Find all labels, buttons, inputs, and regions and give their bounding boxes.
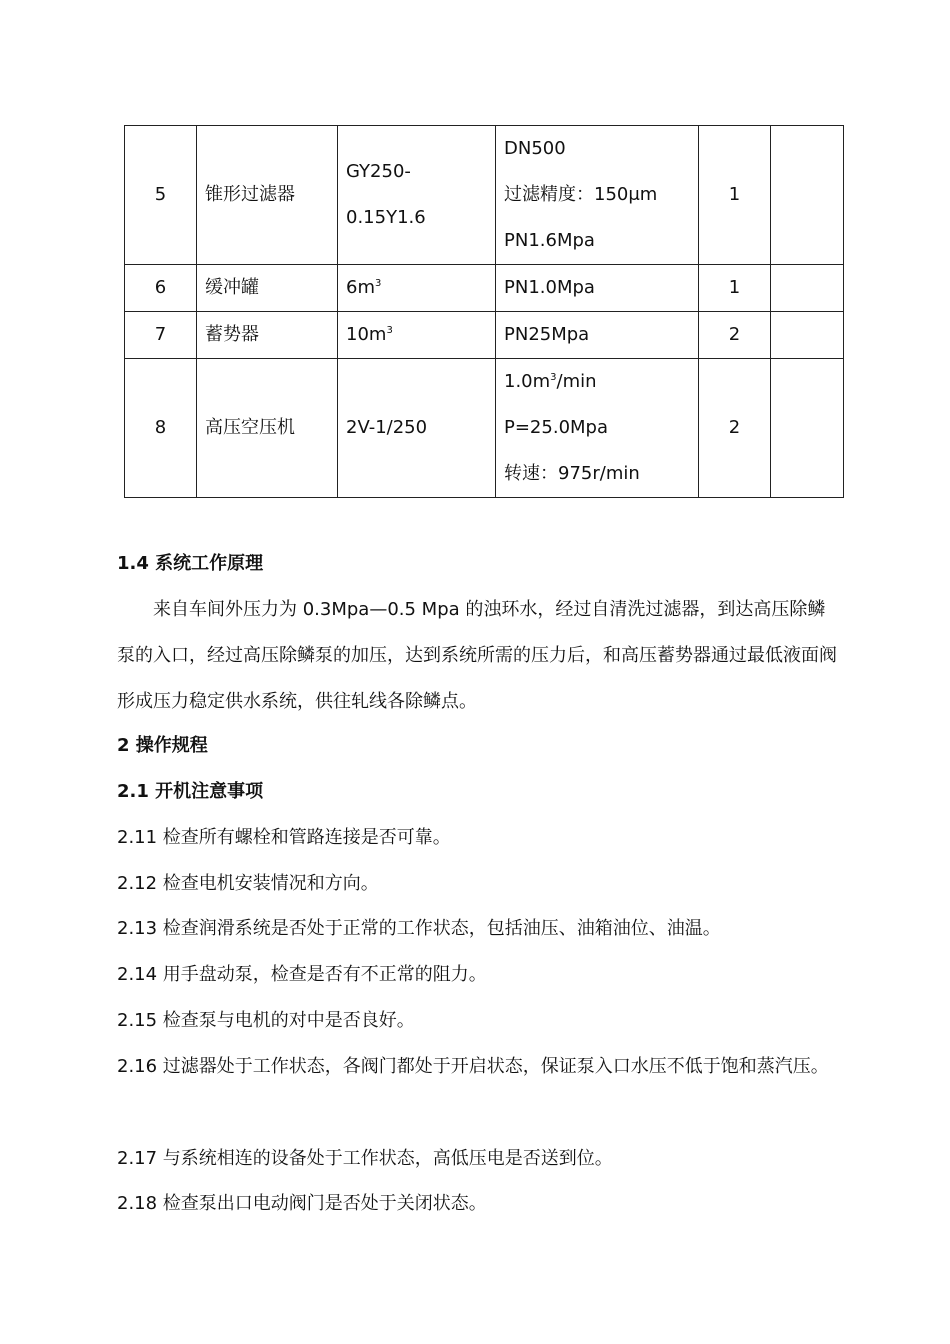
equipment-note (771, 312, 844, 359)
equipment-spec: PN25Mpa (496, 312, 699, 359)
equipment-quantity: 1 (699, 126, 771, 265)
equipment-table (124, 125, 844, 498)
table-row (125, 359, 844, 498)
equipment-name: 锥形过滤器 (197, 126, 338, 265)
equipment-quantity: 2 (699, 359, 771, 498)
list-item: 2.17 与系统相连的设备处于工作状态，高低压电是否送到位。 (117, 1148, 613, 1169)
equipment-note (771, 265, 844, 312)
section-heading-1-4: 1.4 系统工作原理 (117, 553, 264, 574)
equipment-name: 蓄势器 (197, 312, 338, 359)
equipment-model: $10m^3$ (338, 312, 496, 359)
equipment-model: 2V-1/250 (338, 359, 496, 498)
row-number: 8 (125, 359, 197, 498)
equipment-quantity: 2 (699, 312, 771, 359)
section-heading-2-1: 2.1 开机注意事项 (117, 781, 264, 802)
list-item: 2.13 检查润滑系统是否处于正常的工作状态，包括油压、油箱油位、油温。 (117, 918, 721, 939)
equipment-spec: PN1.0Mpa (496, 265, 699, 312)
table-row (125, 126, 844, 265)
table-row (125, 312, 844, 359)
list-item: 2.18 检查泵出口电动阀门是否处于关闭状态。 (117, 1193, 487, 1214)
list-item: 2.15 检查泵与电机的对中是否良好。 (117, 1010, 415, 1031)
list-item: 2.11 检查所有螺栓和管路连接是否可靠。 (117, 827, 451, 848)
row-number: 5 (125, 126, 197, 265)
equipment-name: 缓冲罐 (197, 265, 338, 312)
section-heading-2: 2 操作规程 (117, 735, 208, 756)
section-1-4-paragraph: 来自车间外压力为 0.3Mpa—0.5 Mpa 的浊环水，经过自清洗过滤器，到达高压除鳞泵的入口，经过高压除鳞泵的加压，达到系统所需的压力后，和高压蓄势器通过最低液面阀形成压力稳定供水系统，供往轧线各除鳞点。 (117, 599, 837, 712)
equipment-note (771, 359, 844, 498)
equipment-model: GY250- 0.15Y1.6 (338, 126, 496, 265)
table-row (125, 265, 844, 312)
equipment-name: 高压空压机 (197, 359, 338, 498)
equipment-model: $6m^3$ (338, 265, 496, 312)
row-number: 6 (125, 265, 197, 312)
equipment-spec: DN500 过滤精度：150μm PN1.6Mpa (496, 126, 699, 265)
list-item: 2.12 检查电机安装情况和方向。 (117, 873, 379, 894)
equipment-quantity: 1 (699, 265, 771, 312)
list-item: 2.14 用手盘动泵，检查是否有不正常的阻力。 (117, 964, 487, 985)
row-number: 7 (125, 312, 197, 359)
list-item: 2.16 过滤器处于工作状态，各阀门都处于开启状态，保证泵入口水压不低于饱和蒸汽压。 (117, 1056, 829, 1077)
equipment-note (771, 126, 844, 265)
equipment-spec: $1.0m^3/\min$ P=25.0Mpa 转速：975r/min (496, 359, 699, 498)
